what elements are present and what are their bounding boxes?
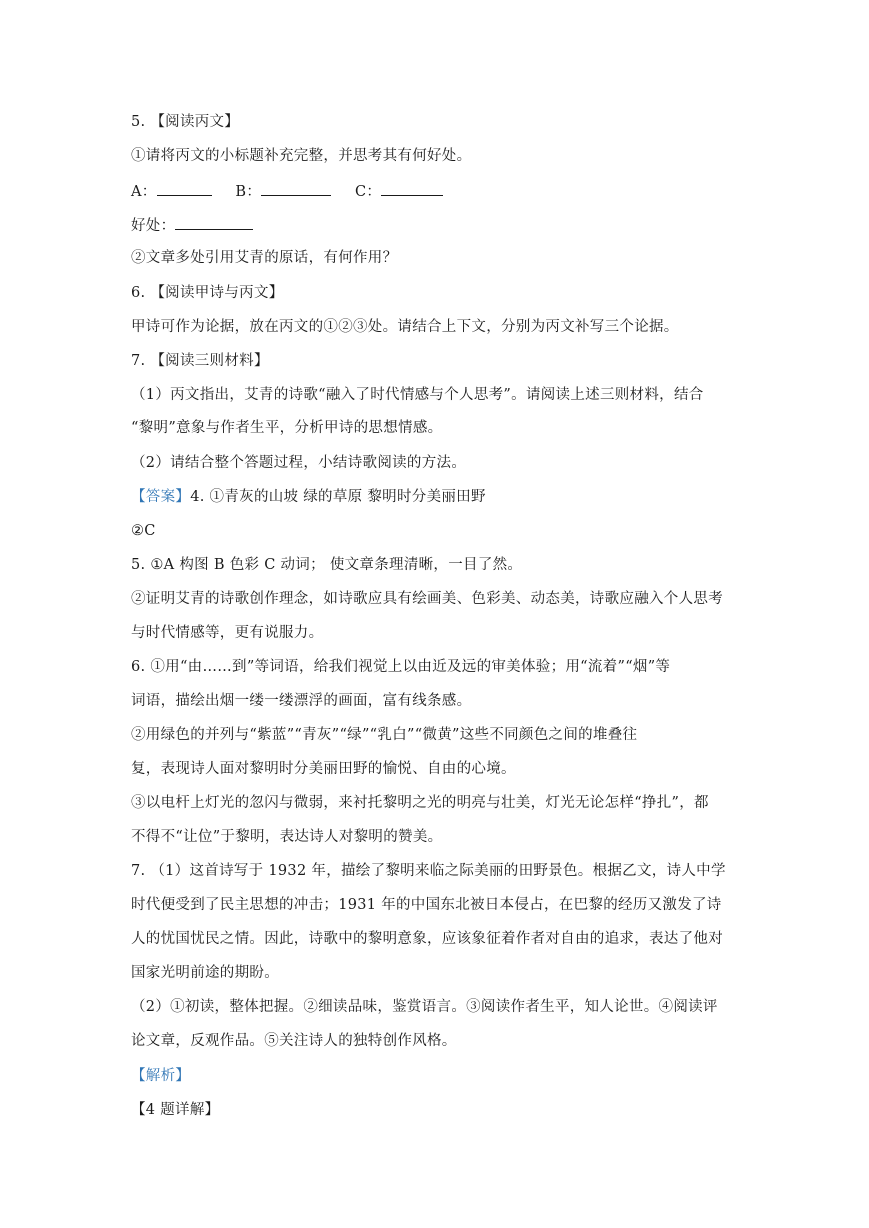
answer-label: 【答案】 [131,489,191,505]
q6-heading: 6. 【阅读甲诗与丙文】 [131,285,284,301]
answer-q6-part2-line2: 复，表现诗人面对黎明时分美丽田野的愉悦、自由的心境。 [131,761,516,777]
q7-part1-line1: （1）丙文指出，艾青的诗歌“融入了时代情感与个人思考”。请阅读上述三则材料，结合 [131,387,704,403]
answer-q7-part1-line3: 人的忧国忧民之情。因此，诗歌中的黎明意象，应该象征着作者对自由的追求，表达了他对 [131,931,723,947]
blank-c-label: C： [355,184,382,200]
answer-q4-part2: ②C [131,523,156,539]
answer-q7-part2-line1: （2）①初读，整体把握。②细读品味，鉴赏语言。③阅读作者生平，知人论世。④阅读评 [131,999,718,1015]
answer-q4-line [131,487,486,507]
answer-q7-part1-line1: 7. （1）这首诗写于 1932 年，描绘了黎明来临之际美丽的田野景色。根据乙文，诗人中学 [131,863,726,879]
answer-q6-part1-line1: 6. ①用“由……到”等词语，给我们视觉上以由近及远的审美体验；用“流着”“烟”等 [131,659,671,675]
q4-detail-heading: 【4 题详解】 [131,1102,220,1118]
answer-q6-part3-line1: ③以电杆上灯光的忽闪与微弱，来衬托黎明之光的明亮与壮美，灯光无论怎样“挣扎”，都 [131,795,709,811]
blank-a-label: A： [131,184,157,200]
q7-part1-line2: “黎明”意象与作者生平，分析甲诗的思想情感。 [131,420,443,436]
answer-q6-part2-line1: ②用绿色的并列与“紫蓝”“青灰”“绿”“乳白”“微黄”这些不同颜色之间的堆叠往 [131,727,638,743]
q5-heading: 5. 【阅读丙文】 [131,114,240,130]
answer-q7-part1-line4: 国家光明前途的期盼。 [131,965,279,981]
answer-q6-part3-line2: 不得不“让位”于黎明，表达诗人对黎明的赞美。 [131,829,443,845]
q7-heading: 7. 【阅读三则材料】 [131,353,269,369]
blank-b-label: B： [235,184,262,200]
benefit-blank-line [175,215,253,230]
q5-part1-prompt: ①请将丙文的小标题补充完整，并思考其有何好处。 [131,148,472,164]
blank-a-line [157,181,212,196]
q7-part2: （2）请结合整个答题过程，小结诗歌阅读的方法。 [131,455,467,471]
answer-q6-part1-line2: 词语，描绘出烟一缕一缕漂浮的画面，富有线条感。 [131,693,472,709]
answer-q7-part2-line2: 论文章，反观作品。⑤关注诗人的独特创作风格。 [131,1033,457,1049]
blank-c-line [381,181,443,196]
answer-q4-text: 4. ①青灰的山坡 绿的草原 黎明时分美丽田野 [190,489,486,505]
answer-q7-part1-line2: 时代便受到了民主思想的冲击；1931 年的中国东北被日本侵占，在巴黎的经历又激发了诗 [131,897,722,913]
answer-q5-part2-line2: 与时代情感等，更有说服力。 [131,625,324,641]
answer-q5-part1: 5. ①A 构图 B 色彩 C 动词； 使文章条理清晰，一目了然。 [131,557,523,573]
answer-q5-part2-line1: ②证明艾青的诗歌创作理念，如诗歌应具有绘画美、色彩美、动态美，诗歌应融入个人思考 [131,591,723,607]
benefit-label: 好处： [131,218,176,234]
q5-benefit-row [131,215,253,236]
blank-b-line [261,181,331,196]
analysis-label: 【解析】 [131,1068,191,1084]
q5-blanks-row [131,181,443,202]
q6-prompt: 甲诗可作为论据，放在丙文的①②③处。请结合上下文，分别为丙文补写三个论据。 [131,319,679,335]
q5-part2-prompt: ②文章多处引用艾青的原话，有何作用？ [131,250,398,266]
